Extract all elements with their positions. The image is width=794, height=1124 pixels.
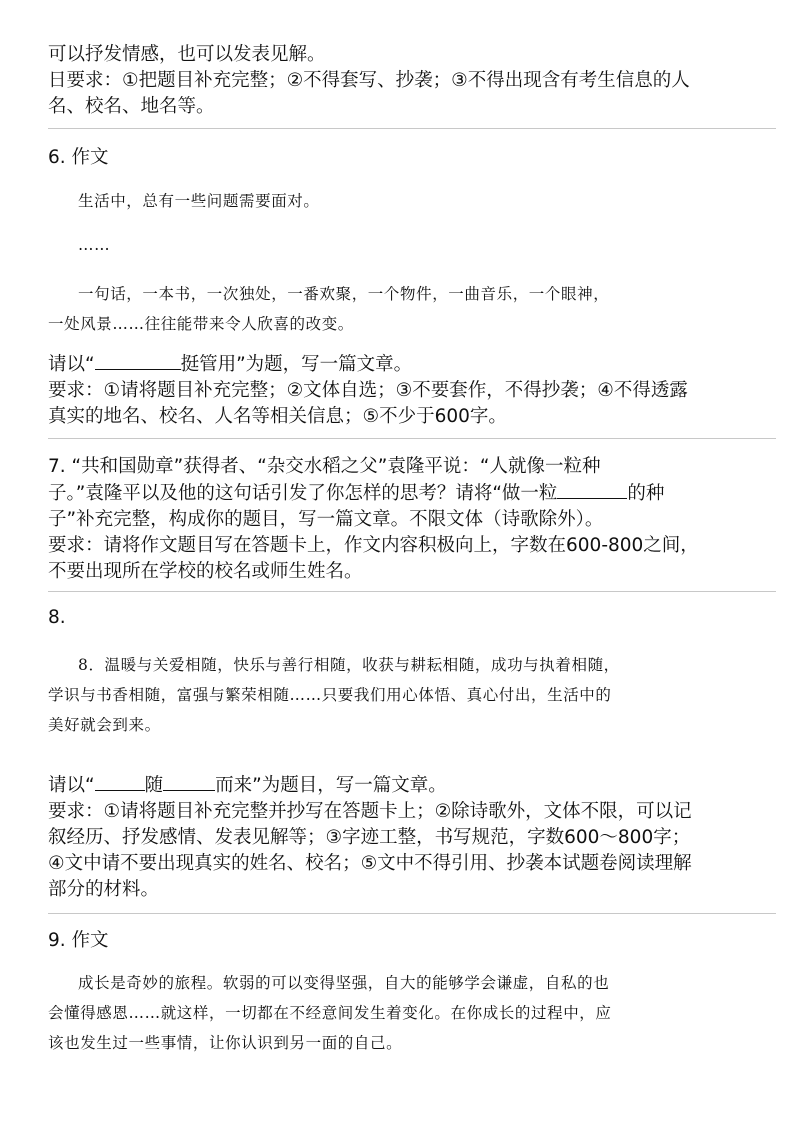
q8-prompt-line-1: 8．温暖与关爱相随，快乐与善行相随，收获与耕耘相随，成功与执着相随， (78, 656, 620, 674)
q7-block (48, 454, 758, 585)
q8-requirements-line-2: 叙经历、抒发感情、发表见解等；③字迹工整，书写规范，字数600～800字； (48, 827, 691, 848)
divider (48, 591, 776, 592)
q8-prompt-line-2: 学识与书香相随，富强与繁荣相随……只要我们用心体悟、真心付出，生活中的 (48, 686, 612, 704)
q6-instruction-suffix: 挺管用”为题，写一篇文章。 (180, 354, 413, 375)
q5-requirements-line-2: 名、校名、地名等。 (48, 96, 215, 117)
q6-requirements-line-1: 要求：①请将题目补充完整；②文体自选；③不要套作，不得抄袭；④不得透露 (48, 380, 688, 401)
q5-requirements-line-1: 日要求：①把题目补充完整；②不得套写、抄袭；③不得出现含有考生信息的人 (48, 70, 690, 91)
q9-prompt-line-1: 成长是奇妙的旅程。软弱的可以变得坚强，自大的能够学会谦虚，自私的也 (78, 974, 610, 992)
q7-line-1: 7. “共和国勋章”获得者、“杂交水稻之父”袁隆平说：“人就像一粒种 (48, 456, 601, 477)
q6-instructions (48, 351, 758, 430)
q6-prompt (48, 186, 758, 216)
q8-heading: 8. (48, 607, 66, 628)
q8-instruction-suffix: 而来”为题目，写一篇文章。 (215, 775, 447, 796)
q8-instruction-prefix: 请以“ (48, 775, 95, 796)
q8-instruction-mid: 随 (144, 775, 164, 796)
q9-heading: 9. 作文 (48, 930, 109, 951)
q7-requirements-line-1: 要求：请将作文题目写在答题卡上，作文内容积极向上，字数在600-800之间， (48, 535, 699, 556)
q5-tail-line-1: 可以抒发情感，也可以发表见解。 (48, 44, 326, 65)
q6-prompt-ellipsis (48, 230, 758, 260)
q7-line-3: 子”补充完整，构成你的题目，写一篇文章。不限文体（诗歌除外）。 (48, 509, 604, 530)
divider (48, 438, 776, 439)
q7-line-2-prefix: 子。”袁隆平以及他的这句话引发了你怎样的思考？请将“做一粒 (48, 483, 558, 504)
q9-prompt-line-3: 该也发生过一些事情，让你认识到另一面的自己。 (48, 1034, 403, 1052)
q6-instruction-prefix: 请以“ (48, 354, 95, 375)
q8-requirements-line-3: ④文中请不要出现真实的姓名、校名；⑤文中不得引用、抄袭本试题卷阅读理解 (48, 853, 692, 874)
q6-requirements-line-2: 真实的地名、校名、人名等相关信息；⑤不少于600字。 (48, 406, 507, 427)
q8-title-blank-1 (95, 772, 145, 791)
q6-prompt-line-1: 生活中，总有一些问题需要面对。 (78, 192, 320, 210)
q6-prompt-body (48, 279, 758, 339)
q9-prompt-line-2: 会懂得感恩……就这样，一切都在不经意间发生着变化。在你成长的过程中，应 (48, 1004, 612, 1022)
q7-line-2-suffix: 的种 (627, 483, 665, 504)
divider (48, 913, 776, 914)
q6-instruction-line (48, 351, 758, 378)
q5-tail (48, 42, 758, 120)
q6-prompt-line-2: …… (78, 236, 111, 254)
q6-heading: 6. 作文 (48, 147, 109, 168)
q7-requirements-line-2: 不要出现所在学校的校名或师生姓名。 (48, 561, 363, 582)
q6-prompt-line-3: 一句话，一本书，一次独处，一番欢聚，一个物件，一曲音乐，一个眼神， (78, 285, 610, 303)
q8-requirements-line-4: 部分的材料。 (48, 879, 160, 900)
q8-prompt (48, 650, 758, 740)
q8-requirements-line-1: 要求：①请将题目补充完整并抄写在答题卡上；②除诗歌外，文体不限，可以记 (48, 801, 692, 822)
q6-prompt-line-4: 一处风景……往往能带来令人欣喜的改变。 (48, 315, 354, 333)
q7-line-2 (48, 480, 758, 507)
q7-title-blank (557, 480, 627, 499)
q9-prompt (48, 968, 758, 1058)
q6-title-blank (95, 351, 181, 370)
divider (48, 128, 776, 129)
q8-instructions (48, 772, 758, 903)
q8-title-blank-2 (163, 772, 215, 791)
q8-prompt-line-3: 美好就会到来。 (48, 716, 161, 734)
q8-instruction-line (48, 772, 758, 799)
